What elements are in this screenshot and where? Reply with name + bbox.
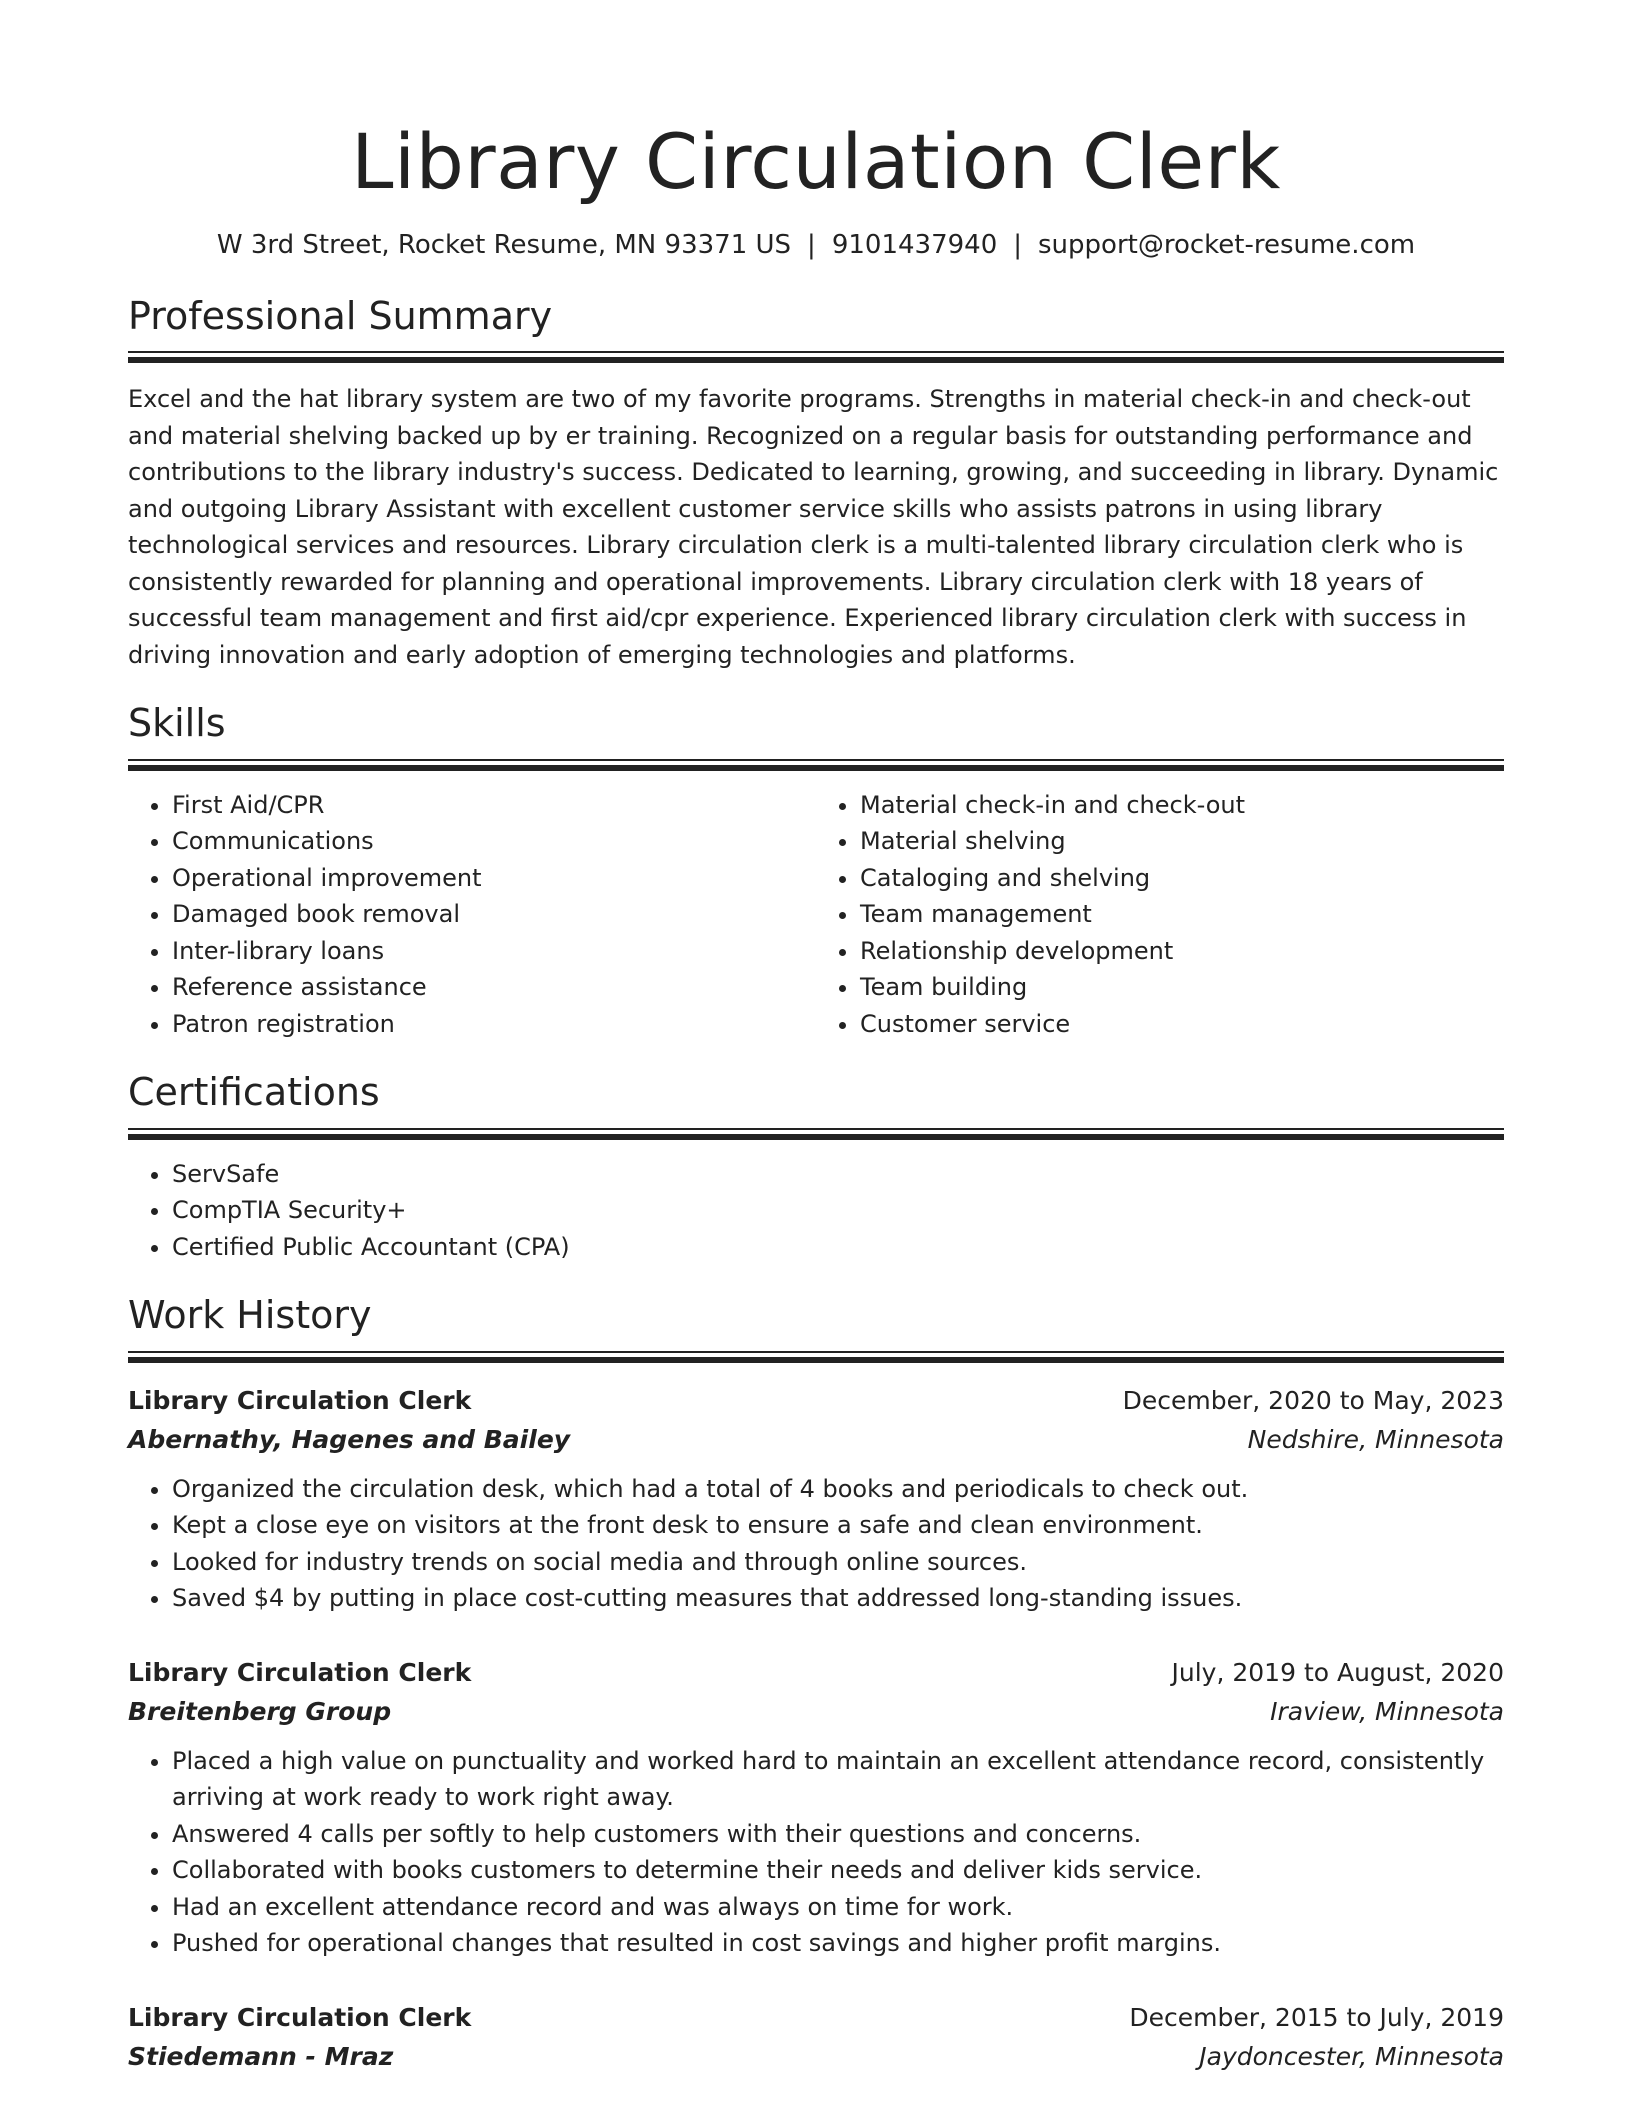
contact-separator: | (1013, 229, 1022, 260)
skill-item: • Material check-in and check-out (860, 787, 1504, 824)
job-entry (128, 1998, 1504, 2076)
certification-item: • CompTIA Security+ (172, 1192, 1504, 1229)
skill-item: • Communications (172, 823, 816, 860)
job-header (128, 1381, 1504, 1420)
job-company: Abernathy, Hagenes and Bailey (128, 1424, 571, 1454)
job-title: Library Circulation Clerk (128, 1385, 472, 1415)
job-bullet: • Had an excellent attendance record and was always on time for work. (172, 1889, 1504, 1926)
job-entry (128, 1381, 1504, 1617)
job-location: Iraview, Minnesota (1270, 1696, 1504, 1726)
section-divider (128, 1128, 1504, 1140)
job-bullet: • Looked for industry trends on social media and through online sources. (172, 1544, 1504, 1581)
summary-text: Excel and the hat library system are two of my favorite programs. Strengths in material check-in and check-out and material shelving backed up by er training. Recognized on a regular basis for outstanding performance and contributions to the library industry's success. Dedicated to learning, growing, and succeeding in library. Dynamic and outgoing Library Assistant with excellent customer service skills who assists patrons in using library technological services and resources. Library circulation clerk is a multi-talented library circulation clerk who is consistently rewarded for planning and operational improvements. Library circulation clerk with 18 years of successful team management and first aid/cpr experience. Experienced library circulation clerk with success in driving innovation and early adoption of emerging technologies and platforms. (128, 385, 1499, 669)
certification-item: • Certified Public Accountant (CPA) (172, 1229, 1504, 1266)
job-location: Jaydoncester, Minnesota (1199, 2041, 1504, 2071)
contact-line (128, 230, 1504, 260)
skill-item: • Customer service (860, 1006, 1504, 1043)
job-company: Stiedemann - Mraz (128, 2041, 394, 2071)
contact-separator: | (807, 229, 816, 260)
contact-email: support@rocket-resume.com (1038, 229, 1416, 260)
job-title: Library Circulation Clerk (128, 2002, 472, 2032)
job-title: Library Circulation Clerk (128, 1657, 472, 1687)
job-dates: December, 2015 to July, 2019 (1129, 2002, 1504, 2032)
job-dates: July, 2019 to August, 2020 (1171, 1657, 1504, 1687)
skills-section (128, 701, 1504, 1042)
contact-address: W 3rd Street, Rocket Resume, MN 93371 US (216, 229, 792, 260)
skills-list-left (128, 787, 816, 1043)
job-subheader (128, 1420, 1504, 1459)
skill-item: • Patron registration (172, 1006, 816, 1043)
section-title-skills: Skills (128, 701, 226, 746)
skills-list-right (816, 787, 1504, 1043)
job-header (128, 1653, 1504, 1692)
skill-item: • Team building (860, 969, 1504, 1006)
section-title-summary: Professional Summary (128, 293, 553, 338)
section-title-certifications: Certifications (128, 1070, 380, 1115)
skill-item: • Team management (860, 896, 1504, 933)
skill-item: • Material shelving (860, 823, 1504, 860)
job-subheader (128, 1692, 1504, 1731)
job-subheader (128, 2037, 1504, 2076)
skills-columns (128, 787, 1504, 1043)
job-bullet: • Collaborated with books customers to determine their needs and deliver kids service. (172, 1852, 1504, 1889)
contact-phone: 9101437940 (831, 229, 998, 260)
job-bullets (128, 1743, 1504, 1962)
job-company: Breitenberg Group (128, 1696, 392, 1726)
section-divider (128, 1351, 1504, 1363)
job-location: Nedshire, Minnesota (1247, 1424, 1504, 1454)
skill-item: • Damaged book removal (172, 896, 816, 933)
certification-item: • ServSafe (172, 1156, 1504, 1193)
job-dates: December, 2020 to May, 2023 (1122, 1385, 1504, 1415)
job-bullet: • Saved $4 by putting in place cost-cutting measures that addressed long-standing issues. (172, 1580, 1504, 1617)
skill-item: • Inter-library loans (172, 933, 816, 970)
skill-item: • Operational improvement (172, 860, 816, 897)
job-bullets (128, 1471, 1504, 1617)
section-divider (128, 759, 1504, 771)
skill-item: • Relationship development (860, 933, 1504, 970)
certifications-section (128, 1070, 1504, 1265)
job-bullet: • Placed a high value on punctuality and worked hard to maintain an excellent attendance record, consistently arriving at work ready to work right away. (172, 1743, 1504, 1816)
job-bullet: • Pushed for operational changes that resulted in cost savings and higher profit margins. (172, 1925, 1504, 1962)
skill-item: • Reference assistance (172, 969, 816, 1006)
skill-item: • First Aid/CPR (172, 787, 816, 824)
work-history-section (128, 1293, 1504, 2076)
certifications-list (128, 1156, 1504, 1266)
job-bullet: • Organized the circulation desk, which had a total of 4 books and periodicals to check out. (172, 1471, 1504, 1508)
job-entry (128, 1653, 1504, 1962)
summary-section (128, 294, 1504, 674)
resume-name: Library Circulation Clerk (351, 117, 1281, 206)
job-bullet: • Answered 4 calls per softly to help customers with their questions and concerns. (172, 1816, 1504, 1853)
job-bullet: • Kept a close eye on visitors at the front desk to ensure a safe and clean environment. (172, 1507, 1504, 1544)
skill-item: • Cataloging and shelving (860, 860, 1504, 897)
section-title-work-history: Work History (128, 1293, 372, 1338)
job-header (128, 1998, 1504, 2037)
section-divider (128, 351, 1504, 363)
